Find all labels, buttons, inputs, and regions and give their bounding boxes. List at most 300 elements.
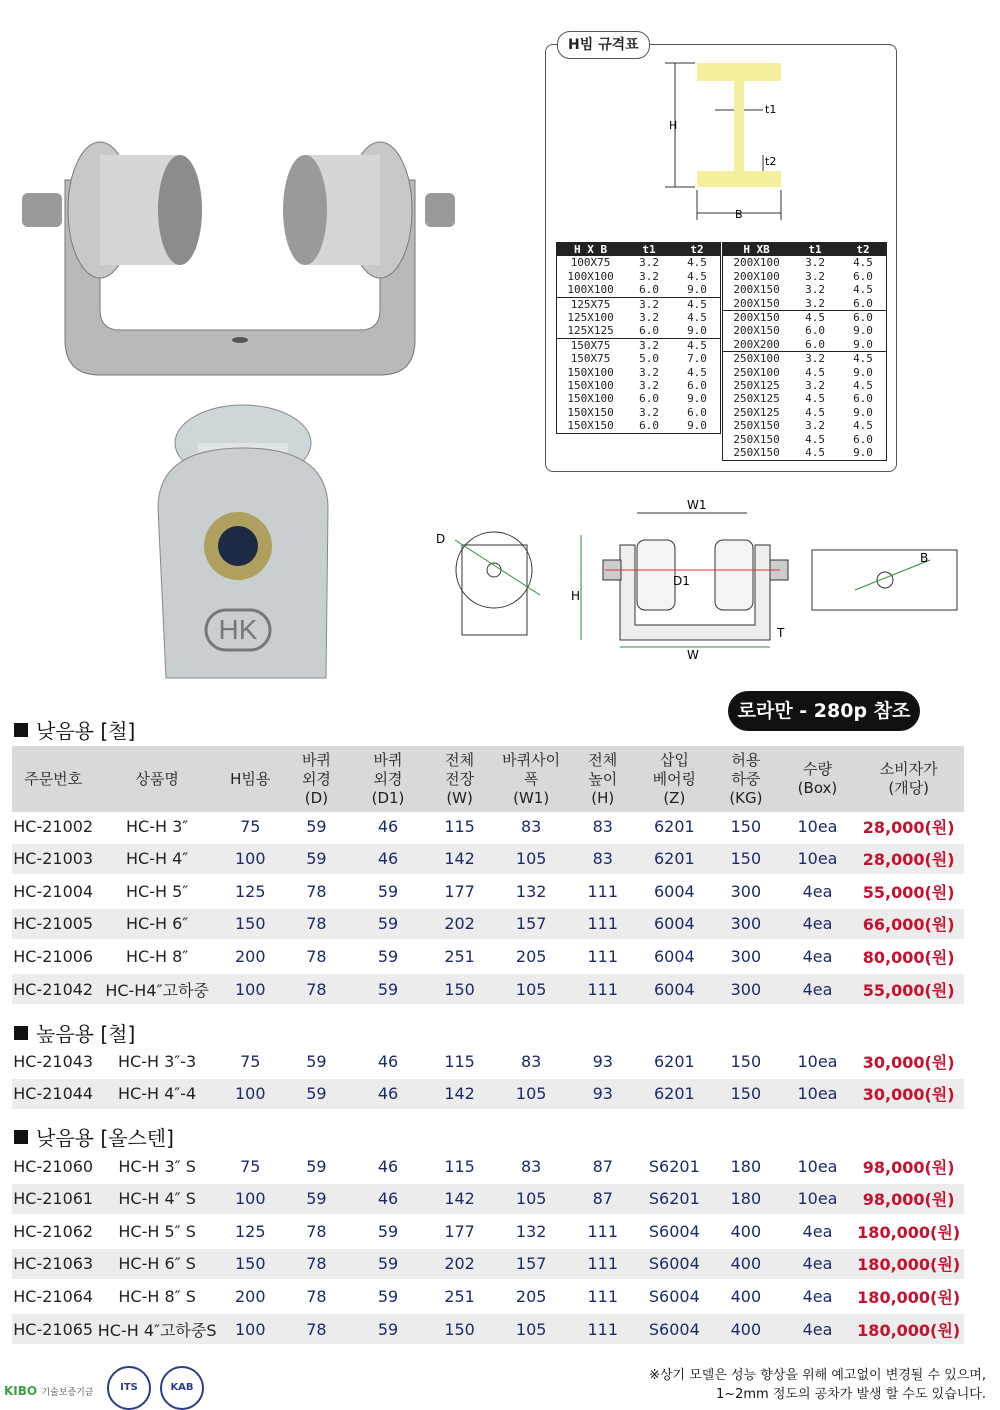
spec-cell: 3.2 — [639, 338, 659, 352]
spec-row — [557, 311, 720, 324]
table-cell: 4ea — [802, 979, 833, 999]
column-header: 삽입 베어링 (Z) — [652, 750, 697, 807]
spec-cell: 200X100 — [733, 269, 780, 283]
table-cell: HC-H 3″ S — [118, 1156, 196, 1176]
table-cell: 83 — [520, 816, 542, 836]
spec-cell: 150X150 — [567, 405, 614, 419]
table-cell: 111 — [587, 1319, 619, 1339]
table-cell: 150 — [234, 1254, 266, 1274]
dim-t-label: T — [777, 626, 785, 640]
spec-row — [723, 351, 886, 365]
spec-cell: 6.0 — [639, 392, 659, 406]
table-cell: S6201 — [648, 1156, 700, 1176]
spec-cell: 3.2 — [805, 419, 825, 433]
table-cell: 150 — [444, 979, 475, 999]
spec-cell: 9.0 — [687, 324, 707, 338]
table-cell: 177 — [444, 1221, 475, 1241]
table-cell: HC-21062 — [13, 1221, 94, 1241]
table-cell: 78 — [306, 1254, 327, 1274]
table-cell: 59 — [306, 816, 327, 836]
spec-cell: 200X150 — [733, 324, 780, 338]
table-cell: 157 — [515, 1254, 547, 1274]
table-cell: HC-H 4″-4 — [118, 1084, 197, 1104]
table-cell: 10ea — [797, 849, 838, 869]
spec-row — [723, 392, 886, 405]
table-cell: 46 — [377, 849, 399, 869]
spec-cell: 9.0 — [853, 337, 873, 351]
table-cell: 59 — [306, 1051, 327, 1071]
table-cell: 6004 — [653, 881, 695, 901]
spec-row — [723, 366, 886, 379]
table-cell: HC-21003 — [13, 849, 94, 869]
table-cell: 10ea — [797, 1084, 838, 1104]
spec-cell: 3.2 — [805, 269, 825, 283]
spec-cell: 250X100 — [733, 365, 780, 379]
table-cell: 125 — [234, 1221, 266, 1241]
spec-cell: 250X125 — [733, 392, 780, 406]
table-cell: 100 — [234, 1319, 266, 1339]
spec-row — [557, 270, 720, 283]
spec-cell: 250X150 — [733, 419, 780, 433]
spec-cell: 9.0 — [853, 365, 873, 379]
table-cell: 98,000(원) — [862, 1190, 955, 1210]
table-cell: HC-H 3″-3 — [118, 1051, 197, 1071]
spec-row — [557, 283, 720, 296]
table-cell: 59 — [306, 849, 327, 869]
column-header: 전체 높이 (H) — [588, 750, 618, 807]
table-cell: 205 — [515, 946, 547, 966]
dim-h-label: H — [669, 119, 678, 132]
table-cell: 142 — [444, 1189, 475, 1209]
spec-row — [723, 379, 886, 392]
table-cell: HC-H 4″ S — [118, 1189, 196, 1209]
table-cell: 78 — [306, 914, 327, 934]
table-cell: 4ea — [802, 1286, 833, 1306]
spec-row — [557, 419, 720, 432]
spec-cell: 9.0 — [853, 324, 873, 338]
table-cell: 83 — [592, 816, 613, 836]
roller-bracket-photo — [20, 135, 460, 380]
spec-row — [723, 406, 886, 419]
table-cell: 83 — [592, 849, 613, 869]
spec-cell: 4.5 — [853, 352, 873, 366]
table-cell: HC-H 4″고하중S — [97, 1320, 217, 1340]
spec-row — [723, 310, 886, 324]
column-header: 바퀴 외경 (D) — [301, 750, 331, 807]
table-cell: 55,000(원) — [862, 980, 955, 1000]
spec-cell: 250X150 — [733, 432, 780, 446]
spec-cell: 5.0 — [639, 352, 659, 366]
spec-row — [557, 352, 720, 365]
table-cell: 105 — [515, 1319, 547, 1339]
table-cell: 111 — [587, 914, 619, 934]
table-cell: 111 — [587, 1286, 619, 1306]
table-cell: 105 — [515, 979, 547, 999]
spec-cell: 9.0 — [853, 405, 873, 419]
table-row — [12, 1314, 964, 1344]
table-cell: 300 — [730, 946, 762, 966]
table-row — [12, 909, 964, 939]
table-cell: 46 — [377, 1084, 399, 1104]
dim-b-label: B — [735, 208, 743, 221]
spec-cell: 3.2 — [639, 297, 659, 311]
table-cell: 6201 — [653, 1051, 695, 1071]
spec-cell: 6.0 — [687, 405, 707, 419]
table-cell: 59 — [377, 1319, 399, 1339]
table-row — [12, 1151, 964, 1181]
dim-b-drawing-label: B — [920, 551, 929, 565]
dim-w1-label: W1 — [687, 498, 707, 512]
table-cell: HC-H 8″ S — [118, 1286, 196, 1306]
spec-row — [723, 270, 886, 283]
table-cell: HC-H 3″ — [125, 816, 189, 836]
table-cell: 180 — [730, 1189, 762, 1209]
spec-cell: 150X100 — [567, 365, 614, 379]
table-cell: 150 — [730, 1084, 762, 1104]
spec-cell: 3.2 — [639, 269, 659, 283]
side-view-drawing — [430, 525, 560, 640]
table-cell: 100 — [234, 1084, 266, 1104]
dim-t2-label: t2 — [765, 155, 777, 168]
front-view-drawing — [565, 495, 795, 665]
table-cell: 400 — [730, 1319, 762, 1339]
spec-header-cell: t2 — [690, 243, 704, 256]
table-cell: 6004 — [653, 946, 695, 966]
table-cell: 111 — [587, 979, 619, 999]
spec-cell: 4.5 — [687, 365, 707, 379]
spec-cell: 3.2 — [639, 311, 659, 325]
table-cell: 93 — [592, 1084, 613, 1104]
table-cell: 132 — [515, 1221, 547, 1241]
table-cell: HC-21002 — [13, 816, 94, 836]
column-header: 허용 하중 (KG) — [729, 750, 763, 807]
dim-t1-label: t1 — [765, 103, 777, 116]
spec-row — [557, 392, 720, 405]
hbeam-spec-title: H빔 규격표 — [557, 31, 650, 59]
table-cell: 10ea — [797, 1189, 838, 1209]
spec-row — [557, 379, 720, 392]
table-cell: HC-21065 — [13, 1319, 94, 1339]
table-row — [12, 1046, 964, 1076]
table-row — [12, 1281, 964, 1311]
spec-cell: 9.0 — [687, 419, 707, 433]
table-cell: 111 — [587, 946, 619, 966]
table-cell: 100 — [234, 979, 266, 999]
table-cell: 4ea — [802, 914, 833, 934]
spec-cell: 200X100 — [733, 256, 780, 270]
column-header: 주문번호 — [24, 769, 83, 788]
table-cell: HC-21005 — [13, 914, 94, 934]
table-cell: 111 — [587, 881, 619, 901]
hk-logo: HK — [218, 614, 258, 645]
spec-cell: 4.5 — [687, 311, 707, 325]
spec-cell: 200X150 — [733, 311, 780, 325]
table-cell: HC-H 6″ S — [118, 1254, 196, 1274]
section-low-steel: 낮음용 [철] — [14, 715, 135, 744]
table-cell: 150 — [444, 1319, 475, 1339]
table-cell: 105 — [515, 1189, 547, 1209]
table-cell: 4ea — [802, 1221, 833, 1241]
spec-cell: 7.0 — [687, 352, 707, 366]
hbeam-diagram — [655, 55, 795, 225]
table-cell: 180,000(원) — [857, 1287, 961, 1307]
spec-cell: 4.5 — [805, 392, 825, 406]
spec-cell: 3.2 — [805, 283, 825, 297]
spec-row — [557, 338, 720, 352]
spec-cell: 4.5 — [687, 256, 707, 270]
table-cell: 46 — [377, 1189, 399, 1209]
table-cell: 6004 — [653, 979, 695, 999]
spec-cell: 150X100 — [567, 379, 614, 393]
table-cell: 30,000(원) — [862, 1052, 955, 1072]
spec-cell: 100X100 — [567, 283, 614, 297]
table-cell: 80,000(원) — [862, 947, 955, 967]
spec-row — [723, 297, 886, 310]
spec-cell: 3.2 — [639, 405, 659, 419]
spec-cell: 6.0 — [853, 296, 873, 310]
spec-row — [557, 406, 720, 419]
table-cell: 93 — [592, 1051, 613, 1071]
spec-cell: 250X125 — [733, 405, 780, 419]
spec-cell: 4.5 — [805, 432, 825, 446]
table-header — [12, 746, 964, 812]
table-cell: HC-21044 — [13, 1084, 94, 1104]
disclaimer-note: ※상기 모델은 성능 향상을 위해 예고없이 변경될 수 있으며, 1~2mm 정도의 공차가 발생 할 수도 있습니다. — [649, 1368, 986, 1402]
column-header: 소비자가 (개당) — [879, 760, 938, 797]
spec-cell: 3.2 — [805, 296, 825, 310]
table-row — [12, 876, 964, 906]
spec-cell: 3.2 — [805, 256, 825, 270]
spec-row — [723, 283, 886, 296]
table-cell: 98,000(원) — [862, 1157, 955, 1177]
spec-cell: 150X100 — [567, 392, 614, 406]
table-row — [12, 1184, 964, 1214]
table-cell: 4ea — [802, 1319, 833, 1339]
spec-cell: 9.0 — [687, 392, 707, 406]
table-cell: 59 — [377, 914, 399, 934]
table-cell: HC-21006 — [13, 946, 94, 966]
column-header: H빔용 — [230, 769, 271, 788]
table-cell: 150 — [730, 1051, 762, 1071]
table-cell: HC-21061 — [13, 1189, 94, 1209]
table-cell: HC-H 5″ S — [118, 1221, 196, 1241]
table-cell: 142 — [444, 1084, 475, 1104]
table-row — [12, 811, 964, 841]
table-cell: HC-H4″고하중 — [105, 980, 209, 1000]
table-cell: HC-21064 — [13, 1286, 94, 1306]
table-cell: 300 — [730, 881, 762, 901]
spec-cell: 3.2 — [805, 379, 825, 393]
table-cell: 10ea — [797, 816, 838, 836]
table-cell: S6004 — [648, 1221, 700, 1241]
table-cell: 78 — [306, 1221, 327, 1241]
table-cell: 46 — [377, 1156, 399, 1176]
spec-cell: 4.5 — [853, 283, 873, 297]
table-cell: HC-21004 — [13, 881, 94, 901]
spec-cell: 100X75 — [570, 256, 611, 270]
section-high-steel: 높음용 [철] — [14, 1018, 135, 1047]
spec-cell: 9.0 — [853, 446, 873, 460]
spec-row — [723, 433, 886, 446]
spec-row — [557, 324, 720, 337]
table-cell: 6004 — [653, 914, 695, 934]
table-cell: HC-H 6″ — [125, 914, 189, 934]
table-cell: 78 — [306, 979, 327, 999]
table-cell: 125 — [234, 881, 266, 901]
spec-cell: 250X100 — [733, 352, 780, 366]
spec-cell: 6.0 — [687, 379, 707, 393]
table-cell: 55,000(원) — [862, 882, 955, 902]
table-cell: HC-21060 — [13, 1156, 94, 1176]
table-cell: HC-21042 — [13, 979, 94, 999]
table-cell: S6201 — [648, 1189, 700, 1209]
table-cell: 87 — [592, 1156, 613, 1176]
table-row — [12, 1079, 964, 1109]
spec-cell: 3.2 — [805, 352, 825, 366]
table-cell: 46 — [377, 1051, 399, 1071]
table-cell: HC-H 5″ — [125, 881, 189, 901]
table-cell: 83 — [520, 1051, 542, 1071]
table-cell: 75 — [240, 1156, 261, 1176]
hk-roller-photo — [148, 388, 338, 688]
spec-cell: 4.5 — [687, 297, 707, 311]
table-cell: 202 — [444, 914, 475, 934]
spec-cell: 4.5 — [853, 379, 873, 393]
table-cell: 78 — [306, 1319, 327, 1339]
spec-cell: 150X150 — [567, 419, 614, 433]
table-cell: 59 — [377, 1254, 399, 1274]
table-cell: 400 — [730, 1286, 762, 1306]
spec-header-cell: t2 — [856, 243, 870, 256]
table-cell: 251 — [444, 946, 475, 966]
spec-cell: 4.5 — [853, 419, 873, 433]
table-cell: 75 — [240, 816, 261, 836]
table-cell: 78 — [306, 946, 327, 966]
kab-cert-logo: KAB — [160, 1366, 204, 1410]
table-cell: 78 — [306, 881, 327, 901]
hbeam-table-left — [556, 242, 721, 434]
table-cell: 78 — [306, 1286, 327, 1306]
spec-cell: 150X75 — [570, 338, 611, 352]
spec-row — [557, 366, 720, 379]
spec-header-cell: t1 — [642, 243, 656, 256]
table-cell: 4ea — [802, 881, 833, 901]
table-cell: 66,000(원) — [862, 915, 955, 935]
table-cell: 200 — [234, 1286, 266, 1306]
table-cell: 150 — [730, 816, 762, 836]
bottom-view-drawing — [800, 540, 970, 620]
spec-cell: 4.5 — [853, 256, 873, 270]
table-cell: 142 — [444, 849, 475, 869]
spec-cell: 6.0 — [853, 269, 873, 283]
table-cell: 59 — [306, 1189, 327, 1209]
table-cell: 59 — [377, 979, 399, 999]
column-header: 수량 (Box) — [797, 760, 838, 797]
table-cell: S6004 — [648, 1319, 700, 1339]
table-row — [12, 1249, 964, 1279]
hbeam-table-right — [722, 242, 887, 461]
table-cell: 59 — [377, 946, 399, 966]
table-cell: 105 — [515, 1084, 547, 1104]
table-cell: 30,000(원) — [862, 1085, 955, 1105]
spec-header-cell: H XB — [743, 243, 770, 256]
table-cell: 28,000(원) — [862, 850, 955, 870]
spec-cell: 3.2 — [639, 379, 659, 393]
column-header: 바퀴사이 폭 (W1) — [502, 750, 561, 807]
column-header: 전체 전장 (W) — [445, 750, 475, 807]
dim-d-label: D — [436, 532, 446, 546]
spec-cell: 125X125 — [567, 324, 614, 338]
table-cell: 132 — [515, 881, 547, 901]
table-cell: 59 — [306, 1084, 327, 1104]
spec-header-cell: t1 — [808, 243, 822, 256]
spec-header-cell: H X B — [574, 243, 608, 256]
table-cell: 205 — [515, 1286, 547, 1306]
spec-cell: 6.0 — [805, 337, 825, 351]
roller-reference-badge: 로라만 - 280p 참조 — [728, 691, 920, 731]
table-cell: 87 — [592, 1189, 613, 1209]
spec-cell: 200X200 — [733, 337, 780, 351]
table-cell: 59 — [377, 1286, 399, 1306]
spec-cell: 200X150 — [733, 283, 780, 297]
table-cell: 150 — [234, 914, 266, 934]
table-cell: 28,000(원) — [862, 817, 955, 837]
spec-cell: 6.0 — [639, 324, 659, 338]
table-row — [12, 844, 964, 874]
spec-table-header — [723, 243, 886, 256]
table-cell: 180 — [730, 1156, 762, 1176]
column-header: 상품명 — [135, 769, 179, 788]
table-row — [12, 974, 964, 1004]
table-cell: 46 — [377, 816, 399, 836]
table-cell: 10ea — [797, 1156, 838, 1176]
table-cell: 202 — [444, 1254, 475, 1274]
table-cell: 111 — [587, 1221, 619, 1241]
table-cell: 115 — [444, 816, 475, 836]
dim-d1-label: D1 — [673, 574, 690, 588]
spec-row — [723, 338, 886, 351]
spec-cell: 6.0 — [639, 283, 659, 297]
spec-cell: 125X100 — [567, 311, 614, 325]
table-cell: HC-21043 — [13, 1051, 94, 1071]
table-cell: 111 — [587, 1254, 619, 1274]
spec-cell: 200X150 — [733, 296, 780, 310]
table-cell: 115 — [444, 1051, 475, 1071]
spec-cell: 3.2 — [639, 256, 659, 270]
table-cell: 10ea — [797, 1051, 838, 1071]
spec-row — [557, 297, 720, 311]
table-cell: 4ea — [802, 1254, 833, 1274]
table-cell: HC-21063 — [13, 1254, 94, 1274]
spec-cell: 6.0 — [853, 311, 873, 325]
dim-h-drawing-label: H — [571, 589, 581, 603]
table-cell: 100 — [234, 1189, 266, 1209]
spec-cell: 150X75 — [570, 352, 611, 366]
table-cell: 59 — [377, 1221, 399, 1241]
table-cell: 75 — [240, 1051, 261, 1071]
table-cell: 115 — [444, 1156, 475, 1176]
spec-cell: 4.5 — [687, 269, 707, 283]
table-cell: 59 — [377, 881, 399, 901]
spec-row — [557, 256, 720, 269]
table-cell: 100 — [234, 849, 266, 869]
spec-cell: 4.5 — [687, 338, 707, 352]
its-cert-logo: ITS — [107, 1366, 151, 1410]
table-cell: 59 — [306, 1156, 327, 1176]
table-cell: 6201 — [653, 849, 695, 869]
spec-cell: 6.0 — [853, 392, 873, 406]
spec-cell: 6.0 — [639, 419, 659, 433]
